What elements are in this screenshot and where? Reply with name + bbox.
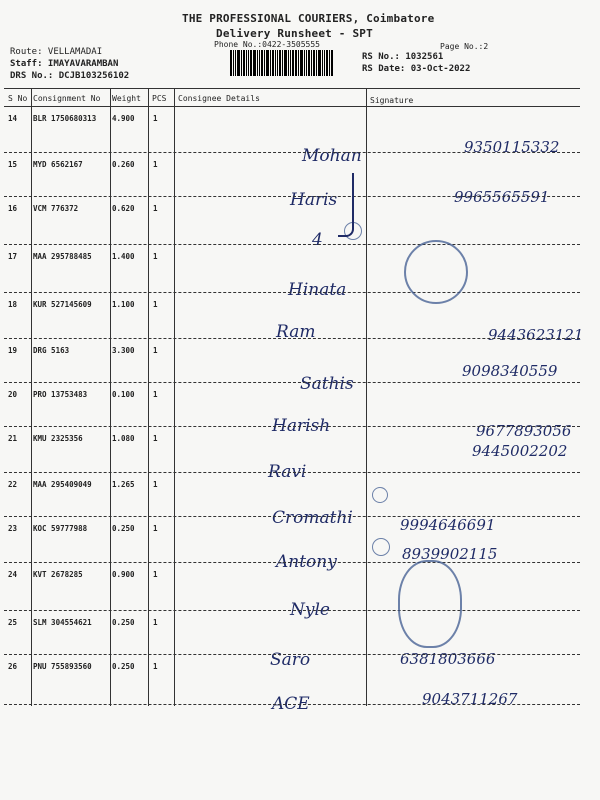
- row-consignment: MAA 295409049: [33, 480, 92, 489]
- consignee-handwritten-name: Mohan: [302, 146, 362, 166]
- row-pcs: 1: [153, 434, 158, 443]
- signature-handwritten-phone: 9677893056: [476, 422, 572, 440]
- signature-handwritten-phone: 8939902115: [402, 545, 498, 563]
- barcode-bar: [250, 50, 252, 76]
- row-consignment: KOC 59777988: [33, 524, 88, 533]
- row-sno: 25: [8, 618, 18, 627]
- row-sno: 19: [8, 346, 18, 355]
- barcode-bar: [324, 50, 325, 76]
- barcode-bar: [272, 50, 274, 76]
- barcode-bar: [322, 50, 323, 76]
- row-weight: 3.300: [112, 346, 135, 355]
- barcode-bar: [284, 50, 287, 76]
- barcode: [230, 50, 355, 76]
- barcode-bar: [329, 50, 330, 76]
- row-weight: 1.400: [112, 252, 135, 261]
- row-weight: 0.250: [112, 662, 135, 671]
- barcode-bar: [304, 50, 305, 76]
- row-consignment: DRG 5163: [33, 346, 70, 355]
- consignee-handwritten-name: Cromathi: [272, 508, 353, 528]
- row-sno: 26: [8, 662, 18, 671]
- row-separator: [4, 704, 580, 705]
- row-weight: 0.900: [112, 570, 135, 579]
- barcode-bar: [270, 50, 271, 76]
- signature-handwritten-phone: 9965565591: [454, 188, 550, 206]
- signature-handwritten-phone: 9350115332: [464, 138, 560, 156]
- barcode-bar: [318, 50, 321, 76]
- barcode-bar: [261, 50, 263, 76]
- row-weight: 1.265: [112, 480, 135, 489]
- consignee-handwritten-name: Hinata: [288, 280, 347, 300]
- row-weight: 1.080: [112, 434, 135, 443]
- row-pcs: 1: [153, 300, 158, 309]
- row-consignment: SLM 304554621: [33, 618, 92, 627]
- row-sno: 15: [8, 160, 18, 169]
- consignee-handwritten-name: Nyle: [290, 600, 330, 620]
- barcode-bar: [308, 50, 310, 76]
- row-sno: 23: [8, 524, 18, 533]
- row-sno: 14: [8, 114, 18, 123]
- runsheet-subtitle: Delivery Runsheet - SPT: [216, 27, 373, 40]
- row-pcs: 1: [153, 160, 158, 169]
- row-consignment: MYD 6562167: [33, 160, 83, 169]
- col-sno: S No: [8, 94, 28, 103]
- header-bottom-rule: [4, 106, 580, 107]
- barcode-bar: [326, 50, 328, 76]
- barcode-bar: [300, 50, 303, 76]
- drs-label: DRS No.: DCJB103256102: [10, 71, 130, 81]
- barcode-bar: [295, 50, 297, 76]
- row-pcs: 1: [153, 252, 158, 261]
- consignee-handwritten-name: Haris: [290, 190, 338, 210]
- col-consignee: Consignee Details: [178, 94, 260, 103]
- consignee-handwritten-name: Ram: [276, 322, 316, 342]
- row-sno: 24: [8, 570, 18, 579]
- route-label: Route: VELLAMADAI: [10, 47, 103, 57]
- col-divider: [174, 88, 175, 706]
- row-separator: [4, 338, 580, 339]
- row-separator: [4, 562, 580, 563]
- row-pcs: 1: [153, 570, 158, 579]
- row-consignment: KMU 2325356: [33, 434, 83, 443]
- barcode-bar: [246, 50, 247, 76]
- consignee-handwritten-name: Antony: [276, 552, 337, 572]
- barcode-bar: [275, 50, 276, 76]
- row-separator: [4, 196, 580, 197]
- barcode-bar: [237, 50, 240, 76]
- barcode-bar: [235, 50, 236, 76]
- row-separator: [4, 152, 580, 153]
- row-weight: 0.260: [112, 160, 135, 169]
- barcode-bar: [241, 50, 242, 76]
- barcode-bar: [311, 50, 312, 76]
- row-consignment: MAA 295788485: [33, 252, 92, 261]
- consignee-handwritten-name: Harish: [272, 416, 331, 436]
- barcode-bar: [331, 50, 333, 76]
- col-divider: [31, 88, 32, 706]
- signature-handwritten-phone: 9443623121: [488, 326, 584, 344]
- header-top-rule: [4, 88, 580, 89]
- row-weight: 4.900: [112, 114, 135, 123]
- col-divider: [148, 88, 149, 706]
- row-separator: [4, 654, 580, 655]
- staff-label: Staff: IMAYAVARAMBAN: [10, 59, 119, 69]
- row-separator: [4, 426, 580, 427]
- row-consignment: BLR 1750680313: [33, 114, 97, 123]
- signature-handwritten-phone: 9098340559: [462, 362, 558, 380]
- col-divider: [366, 88, 367, 706]
- row-separator: [4, 472, 580, 473]
- row-consignment: KVT 2678285: [33, 570, 83, 579]
- consignee-handwritten-name: ACE: [272, 694, 310, 714]
- signature-handwritten-phone: 9043711267: [422, 690, 518, 708]
- row-consignment: PNU 755893560: [33, 662, 92, 671]
- row-sno: 18: [8, 300, 18, 309]
- barcode-bar: [266, 50, 269, 76]
- col-weight: Weight: [112, 94, 141, 103]
- signature-handwritten-phone: 9445002202: [472, 442, 568, 460]
- consignee-handwritten-name: Saro: [270, 650, 311, 670]
- barcode-bar: [279, 50, 281, 76]
- barcode-bar: [248, 50, 249, 76]
- barcode-bar: [313, 50, 315, 76]
- signature-handwritten-phone: 6381803666: [400, 650, 496, 668]
- barcode-bar: [292, 50, 294, 76]
- barcode-bar: [290, 50, 291, 76]
- row-sno: 16: [8, 204, 18, 213]
- barcode-bar: [253, 50, 256, 76]
- barcode-bar: [259, 50, 260, 76]
- row-consignment: KUR 527145609: [33, 300, 92, 309]
- circle-mark: [372, 487, 388, 503]
- row-separator: [4, 292, 580, 293]
- row-weight: 0.250: [112, 524, 135, 533]
- barcode-bar: [257, 50, 258, 76]
- row-weight: 0.100: [112, 390, 135, 399]
- row-weight: 0.250: [112, 618, 135, 627]
- barcode-bar: [277, 50, 278, 76]
- company-title: THE PROFESSIONAL COURIERS, Coimbatore: [182, 12, 435, 25]
- row-sno: 21: [8, 434, 18, 443]
- row-weight: 0.620: [112, 204, 135, 213]
- consignee-handwritten-name: 4: [312, 230, 323, 250]
- barcode-bar: [298, 50, 299, 76]
- phone-number: Phone No.:0422-3505555: [214, 40, 320, 49]
- row-pcs: 1: [153, 480, 158, 489]
- rs-date: RS Date: 03-Oct-2022: [362, 64, 471, 74]
- consignee-handwritten-name: Ravi: [268, 462, 307, 482]
- row-consignment: PRO 13753483: [33, 390, 88, 399]
- row-separator: [4, 382, 580, 383]
- col-divider: [110, 88, 111, 706]
- row-separator: [4, 610, 580, 611]
- row-separator: [4, 244, 580, 245]
- barcode-bar: [288, 50, 289, 76]
- col-signature: Signature: [370, 96, 414, 105]
- row-sno: 20: [8, 390, 18, 399]
- barcode-bar: [230, 50, 232, 76]
- row-separator: [4, 516, 580, 517]
- page-number: Page No.:2: [440, 42, 489, 51]
- barcode-bar: [243, 50, 245, 76]
- barcode-bar: [233, 50, 234, 76]
- row-pcs: 1: [153, 346, 158, 355]
- row-sno: 22: [8, 480, 18, 489]
- row-consignment: VCM 776372: [33, 204, 79, 213]
- row-pcs: 1: [153, 524, 158, 533]
- circle-mark: [372, 538, 390, 556]
- signature-handwritten-phone: 9994646691: [400, 516, 496, 534]
- delivery-stamp: [404, 240, 468, 304]
- rs-number: RS No.: 1032561: [362, 52, 444, 62]
- col-pcs: PCS: [152, 94, 167, 103]
- row-pcs: 1: [153, 618, 158, 627]
- row-pcs: 1: [153, 390, 158, 399]
- row-weight: 1.100: [112, 300, 135, 309]
- row-sno: 17: [8, 252, 18, 261]
- row-pcs: 1: [153, 662, 158, 671]
- col-consignment: Consignment No: [33, 94, 101, 103]
- barcode-bar: [282, 50, 283, 76]
- barcode-bar: [316, 50, 317, 76]
- barcode-bar: [264, 50, 265, 76]
- barcode-bar: [306, 50, 307, 76]
- delivery-stamp: [398, 560, 462, 648]
- row-pcs: 1: [153, 114, 158, 123]
- handwritten-mark: [338, 173, 354, 237]
- consignee-handwritten-name: Sathis: [300, 374, 354, 394]
- row-pcs: 1: [153, 204, 158, 213]
